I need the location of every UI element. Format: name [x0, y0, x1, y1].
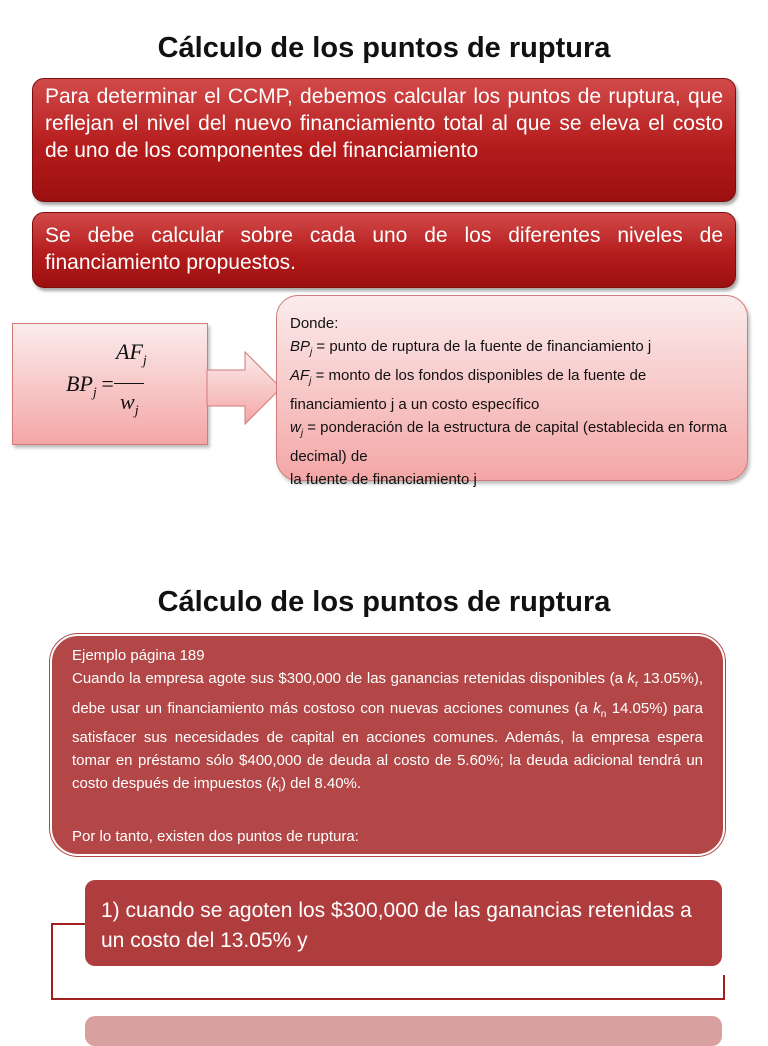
- formula-denominator: $w_j$: [120, 389, 139, 419]
- breakpoint-formula: [60, 339, 160, 419]
- definition-w: $w_j$ = ponderación de la estructura de capital (establecida en forma decimal) de: [290, 419, 728, 465]
- intro-box: [32, 78, 736, 202]
- levels-box: [32, 212, 736, 288]
- example-conclusion: Por lo tanto, existen dos puntos de ruptura:: [72, 827, 359, 845]
- definition-af: $AF_j$ = monto de los fondos disponibles de la fuente de financiamiento j a un costo específico: [290, 367, 647, 413]
- formula-lhs: $BP_j$: [66, 371, 97, 401]
- definitions-heading: Donde:: [290, 315, 339, 332]
- example-paragraph: Cuando la empresa agote sus $300,000 de las ganancias retenidas disponibles (a $k_r$ 13.05%), debe usar un financiamiento más costoso con nuevas acciones comunes (a $k_n$ 14.05%) para satisfacer sus necesidades de capital en acciones comunes. Además, la empresa espera tomar en préstamo sólo $400,000 de deuda al costo de 5.60%; la deuda adicional tendrá un costo después de impuestos $(k_i)$ del 8.40%.: [72, 670, 703, 796]
- levels-text: Se debe calcular sobre cada uno de los diferentes niveles de financiamiento propuestos.: [45, 224, 723, 274]
- definitions-text: [290, 312, 740, 491]
- breakpoint-2-box: [85, 1016, 722, 1046]
- intro-text: Para determinar el CCMP, debemos calcular los puntos de ruptura, que reflejan el nivel del nuevo financiamiento total al que se eleva el costo de uno de los componentes del financiamiento: [45, 85, 723, 162]
- breakpoint-1-box: [85, 880, 722, 966]
- example-box: [50, 634, 725, 856]
- definition-w-cont: la fuente de financiamiento j: [290, 471, 477, 488]
- slide2-title: Cálculo de los puntos de ruptura: [157, 586, 611, 618]
- right-arrow-icon: [205, 350, 285, 430]
- example-heading: Ejemplo página 189: [72, 647, 205, 664]
- breakpoint-1-text: 1) cuando se agoten los $300,000 de las ganancias retenidas a un costo del 13.05% y: [101, 899, 692, 952]
- slide1-title: Cálculo de los puntos de ruptura: [157, 32, 611, 64]
- formula-numerator: $AF_j$: [116, 339, 147, 369]
- definition-bp: $BP_j$ = punto de ruptura de la fuente de financiamiento j: [290, 338, 652, 358]
- formula-equals: =: [100, 371, 115, 396]
- fraction-bar: [114, 383, 144, 384]
